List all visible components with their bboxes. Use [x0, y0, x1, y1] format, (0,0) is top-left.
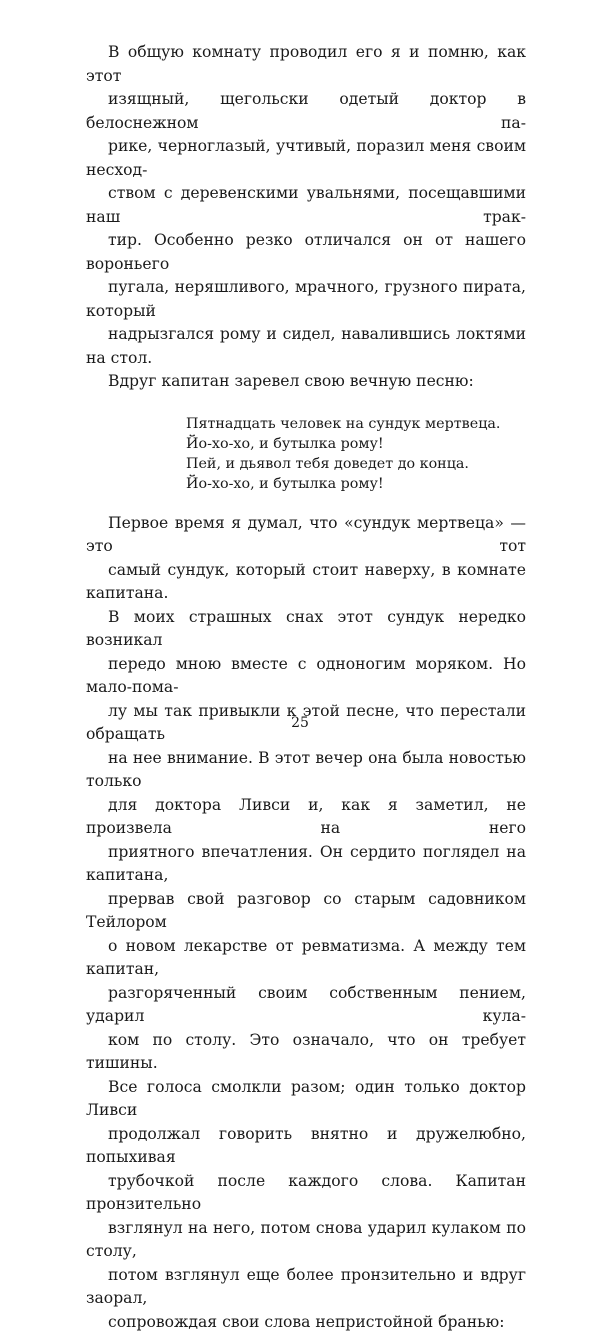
verse-line: Пей, и дьявол тебя доведет до конца.	[186, 454, 526, 474]
text-line: самый сундук, который стоит наверху, в комнате капитана.	[86, 559, 526, 606]
song-verse	[186, 414, 526, 494]
text-line: продолжал говорить внятно и дружелюбно, попыхивая	[86, 1123, 526, 1170]
text-line: ком по столу. Это означало, что он требует тишины.	[86, 1029, 526, 1076]
verse-line: Йо-хо-хо, и бутылка рому!	[186, 474, 526, 494]
verse-line: Пятнадцать человек на сундук мертвеца.	[186, 414, 526, 434]
paragraph	[86, 1076, 526, 1334]
text-line: Все голоса смолкли разом; один только доктор Ливси	[86, 1076, 526, 1123]
text-line: потом взглянул еще более пронзительно и вдруг заорал,	[86, 1264, 526, 1311]
text-line: Первое время я думал, что «сундук мертвеца» — это тот	[86, 512, 526, 559]
paragraph	[86, 606, 526, 1076]
text-line: разгоряченный своим собственным пением, ударил кула-	[86, 982, 526, 1029]
text-line: В моих страшных снах этот сундук нередко возникал	[86, 606, 526, 653]
text-line: рике, черноглазый, учтивый, поразил меня своим несход-	[86, 135, 526, 182]
text-line: пугала, неряшливого, мрачного, грузного пирата, который	[86, 276, 526, 323]
paragraph	[86, 512, 526, 606]
text-line: для доктора Ливси и, как я заметил, не произвела на него	[86, 794, 526, 841]
text-line: взглянул на него, потом снова ударил кулаком по столу,	[86, 1217, 526, 1264]
text-line: сопровождая свои слова непристойной бранью:	[86, 1311, 526, 1334]
text-line: надрызгался рому и сидел, навалившись локтями на стол.	[86, 323, 526, 370]
text-line: тир. Особенно резко отличался он от нашего вороньего	[86, 229, 526, 276]
text-line: ством с деревенскими увальнями, посещавшими наш трак-	[86, 182, 526, 229]
text-line: на нее внимание. В этот вечер она была новостью только	[86, 747, 526, 794]
text-line: приятного впечатления. Он сердито поглядел на капитана,	[86, 841, 526, 888]
page-number: 25	[0, 715, 600, 731]
verse-line: Йо-хо-хо, и бутылка рому!	[186, 434, 526, 454]
text-line: о новом лекарстве от ревматизма. А между тем капитан,	[86, 935, 526, 982]
text-line: трубочкой после каждого слова. Капитан пронзительно	[86, 1170, 526, 1217]
bottom-paragraphs	[86, 512, 526, 1334]
paragraph	[86, 41, 526, 370]
text-line: прервав свой разговор со старым садовником Тейлором	[86, 888, 526, 935]
top-paragraphs	[86, 41, 526, 394]
text-line: В общую комнату проводил его я и помню, как этот	[86, 41, 526, 88]
text-line: передо мною вместе с одноногим моряком. Но мало-пома-	[86, 653, 526, 700]
page-text	[86, 41, 526, 1334]
text-line: изящный, щегольски одетый доктор в белоснежном па-	[86, 88, 526, 135]
paragraph	[86, 370, 526, 394]
text-line: лу мы так привыкли к этой песне, что перестали обращать	[86, 700, 526, 747]
text-line: Вдруг капитан заревел свою вечную песню:	[86, 370, 526, 394]
